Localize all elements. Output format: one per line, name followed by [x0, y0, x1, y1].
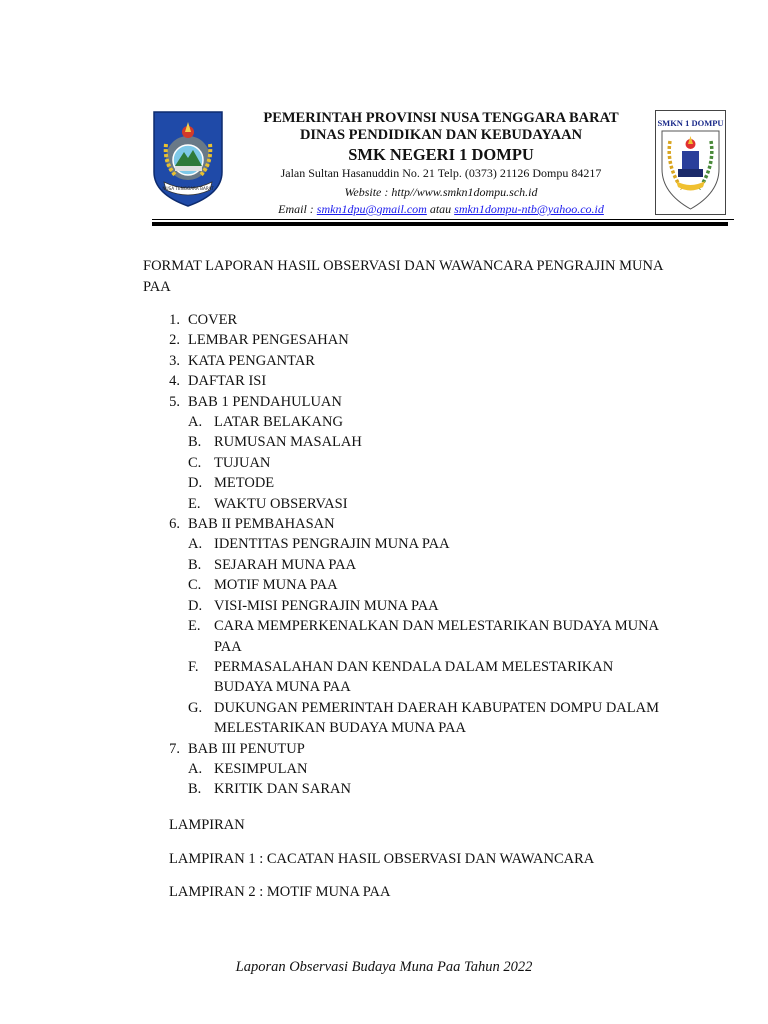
letterhead-address: Jalan Sultan Hasanuddin No. 21 Telp. (0373) 21126 Dompu 84217	[280, 166, 602, 180]
outline-subitem: B. SEJARAH MUNA PAA	[188, 556, 357, 573]
document-title: FORMAT LAPORAN HASIL OBSERVASI DAN WAWANCARA PENGRAJIN MUNA PAA	[143, 258, 663, 295]
outline-subitem: D. METODE	[188, 475, 275, 492]
lampiran-heading: LAMPIRAN	[169, 817, 245, 833]
outline-subitem: A. LATAR BELAKANG	[188, 414, 343, 431]
letterhead-divider-thick	[152, 222, 728, 226]
ntb-province-emblem-icon	[152, 110, 224, 208]
school-shield-emblem-icon	[655, 110, 726, 215]
outline-item: 6. BAB II PEMBAHASAN	[169, 516, 335, 533]
outline-subitem: A. IDENTITAS PENGRAJIN MUNA PAA	[188, 536, 450, 553]
letterhead-divider-thin	[152, 219, 734, 220]
outline-subitem: E. CARA MEMPERKENALKAN DAN MELESTARIKAN BUDAYA MUNA PAA	[188, 618, 659, 655]
page-footer: Laporan Observasi Budaya Muna Paa Tahun 2022	[235, 959, 533, 975]
email-separator: atau	[426, 202, 455, 216]
outline-subitem: G. DUKUNGAN PEMERINTAH DAERAH KABUPATEN DOMPU DALAM MELESTARIKAN BUDAYA MUNA PAA	[188, 699, 659, 737]
outline-subitem: D. VISI-MISI PENGRAJIN MUNA PAA	[188, 597, 439, 614]
outline-subitem: C. TUJUAN	[188, 454, 271, 471]
email-link-gmail[interactable]: smkn1dpu@gmail.com	[316, 202, 427, 216]
outline-item: 7. BAB III PENUTUP	[169, 740, 305, 757]
letterhead-province: PEMERINTAH PROVINSI NUSA TENGGARA BARAT	[263, 110, 619, 126]
lampiran-2: LAMPIRAN 2 : MOTIF MUNA PAA	[169, 884, 391, 900]
outline-subitem: F. PERMASALAHAN DAN KENDALA DALAM MELESTARIKAN BUDAYA MUNA PAA	[188, 658, 614, 696]
outline-item: 5. BAB 1 PENDAHULUAN	[169, 393, 342, 410]
outline-item: 2. LEMBAR PENGESAHAN	[169, 332, 349, 349]
email-link-yahoo[interactable]: smkn1dompu-ntb@yahoo.co.id	[454, 202, 604, 216]
outline-subitem: A. KESIMPULAN	[188, 760, 308, 777]
emblem-ribbon-text: NUSA TENGGARA BARAT	[162, 186, 214, 191]
email-prefix: Email :	[278, 202, 317, 216]
outline-subitem: E. WAKTU OBSERVASI	[188, 495, 348, 512]
outline-item: 3. KATA PENGANTAR	[169, 352, 315, 369]
letterhead-email	[236, 201, 646, 217]
letterhead-department: DINAS PENDIDIKAN DAN KEBUDAYAAN	[299, 127, 583, 143]
letterhead	[236, 110, 646, 217]
outline-subitem: B. KRITIK DAN SARAN	[188, 781, 351, 798]
outline-item: 1. COVER	[169, 312, 238, 328]
outline-subitem: C. MOTIF MUNA PAA	[188, 577, 338, 594]
letterhead-school-name: SMK NEGERI 1 DOMPU	[348, 145, 534, 164]
outline-subitem: B. RUMUSAN MASALAH	[188, 434, 362, 451]
outline-item: 4. DAFTAR ISI	[169, 373, 267, 390]
school-logo-text: SMKN 1 DOMPU	[657, 118, 724, 128]
report-outline	[143, 310, 663, 800]
lampiran-1: LAMPIRAN 1 : CACATAN HASIL OBSERVASI DAN WAWANCARA	[169, 851, 595, 867]
letterhead-website: Website : http//www.smkn1dompu.sch.id	[344, 185, 538, 199]
